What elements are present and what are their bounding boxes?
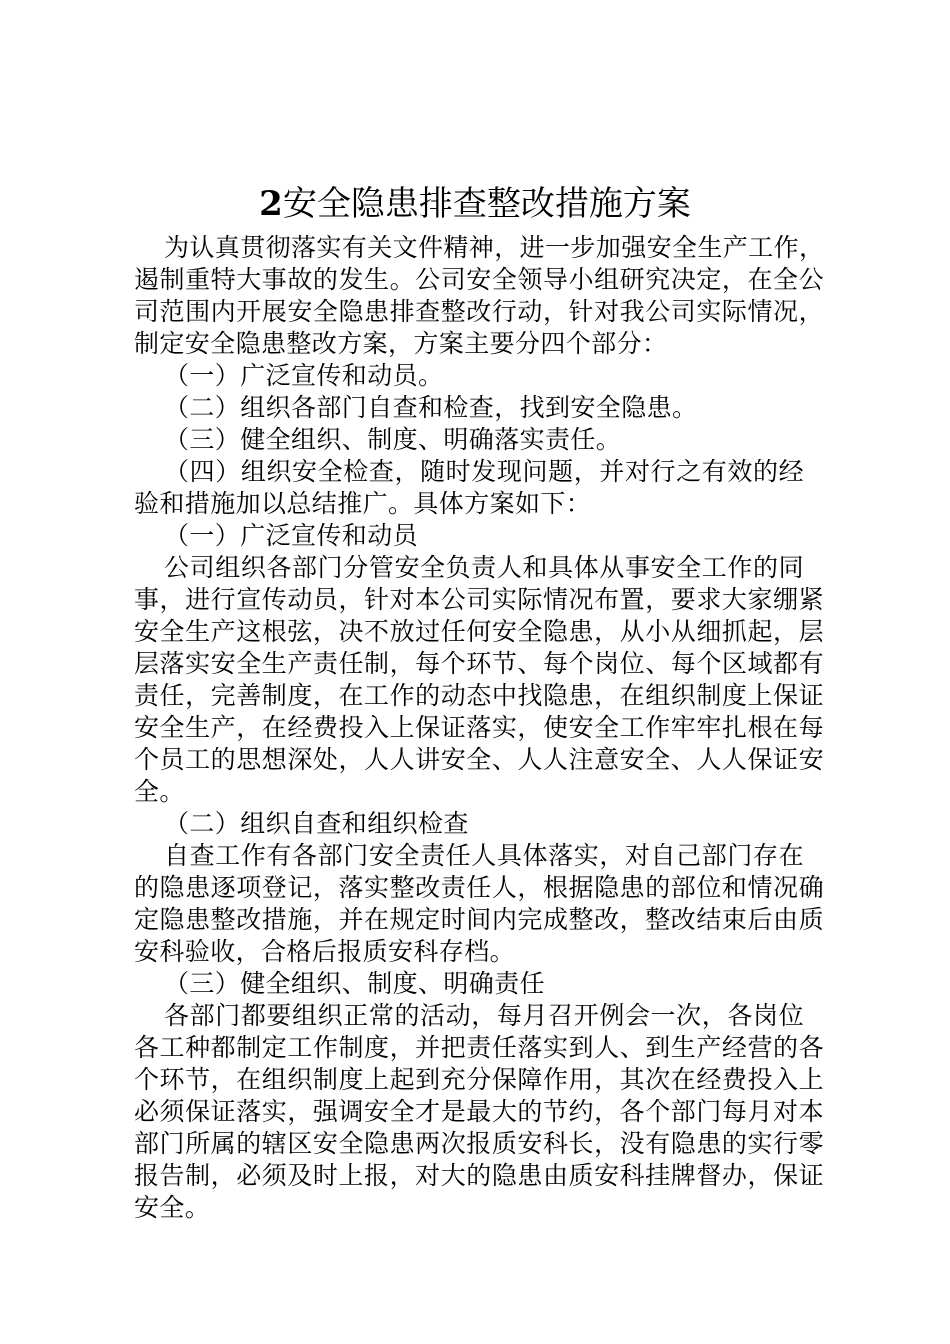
text-line: 全。	[134, 777, 185, 806]
section-heading: （二）组织自查和组织检查	[164, 809, 469, 838]
text-line: 个员工的思想深处，人人讲安全、人人注意安全、人人保证安	[134, 745, 824, 774]
text-line: 必须保证落实，强调安全才是最大的节约，各个部门每月对本	[134, 1097, 824, 1126]
section-heading: （三）健全组织、制度、明确责任	[164, 969, 546, 998]
text-line: （二）组织各部门自查和检查，找到安全隐患。	[164, 393, 698, 422]
text-line: 安科验收，合格后报质安科存档。	[134, 937, 516, 966]
text-line: 验和措施加以总结推广。具体方案如下：	[134, 489, 592, 518]
text-line: 层落实安全生产责任制，每个环节、每个岗位、每个区域都有	[134, 649, 824, 678]
text-line: 安全生产，在经费投入上保证落实，使安全工作牢牢扎根在每	[134, 713, 824, 742]
text-line: 定隐患整改措施，并在规定时间内完成整改，整改结束后由质	[134, 905, 824, 934]
text-line: 事，进行宣传动员，针对本公司实际情况布置，要求大家绷紧	[134, 585, 824, 614]
text-line: 部门所属的辖区安全隐患两次报质安科长，没有隐患的实行零	[134, 1129, 824, 1158]
text-line: （一）广泛宣传和动员。	[164, 361, 444, 390]
text-line: 安全生产这根弦，决不放过任何安全隐患，从小从细抓起，层	[134, 617, 824, 646]
text-line: 制定安全隐患整改方案，方案主要分四个部分：	[134, 329, 668, 358]
title-number: 2	[259, 184, 283, 224]
text-line: 的隐患逐项登记，落实整改责任人，根据隐患的部位和情况确	[134, 873, 824, 902]
text-line: 遏制重特大事故的发生。公司安全领导小组研究决定，在全公	[134, 265, 824, 294]
section-heading: （一）广泛宣传和动员	[164, 521, 419, 550]
document-title	[0, 180, 950, 228]
text-line: 各部门都要组织正常的活动，每月召开例会一次，各岗位	[164, 1001, 804, 1030]
text-line: 司范围内开展安全隐患排查整改行动，针对我公司实际情况，	[134, 297, 824, 326]
text-line: 为认真贯彻落实有关文件精神，进一步加强安全生产工作，	[164, 233, 824, 262]
text-line: 各工种都制定工作制度，并把责任落实到人、到生产经营的各	[134, 1033, 824, 1062]
text-line: 安全。	[134, 1193, 211, 1222]
text-line: 报告制，必须及时上报，对大的隐患由质安科挂牌督办，保证	[134, 1161, 824, 1190]
text-line: （四）组织安全检查，随时发现问题，并对行之有效的经	[164, 457, 804, 486]
text-line: 个环节，在组织制度上起到充分保障作用，其次在经费投入上	[134, 1065, 824, 1094]
text-line: 自查工作有各部门安全责任人具体落实，对自己部门存在	[164, 841, 804, 870]
text-line: 公司组织各部门分管安全负责人和具体从事安全工作的同	[164, 553, 804, 582]
text-line: （三）健全组织、制度、明确落实责任。	[164, 425, 622, 454]
title-text: 安全隐患排查整改措施方案	[282, 184, 691, 224]
text-line: 责任，完善制度，在工作的动态中找隐患，在组织制度上保证	[134, 681, 824, 710]
